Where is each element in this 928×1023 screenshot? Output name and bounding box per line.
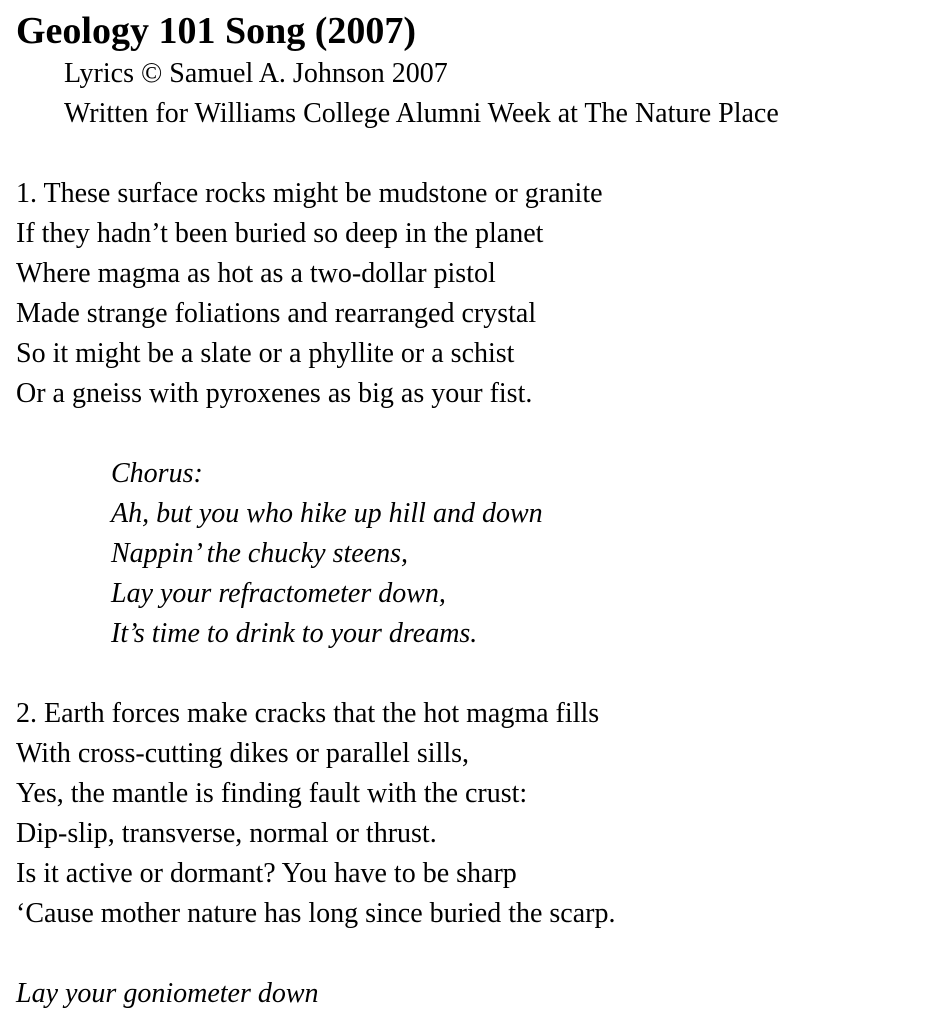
- copyright-line: Lyrics © Samuel A. Johnson 2007: [64, 58, 448, 89]
- verse-1: [16, 174, 916, 414]
- verse-2-line: Is it active or dormant? You have to be sharp: [16, 858, 517, 889]
- verse-2: [16, 694, 916, 934]
- spacer: [16, 414, 916, 454]
- verse-1-line: If they hadn’t been buried so deep in the planet: [16, 218, 544, 249]
- verse-2-line: Dip-slip, transverse, normal or thrust.: [16, 818, 437, 849]
- written-for-line: Written for Williams College Alumni Week at The Nature Place: [64, 98, 779, 129]
- chorus-line: Lay your refractometer down,: [111, 578, 446, 609]
- chorus-line: It’s time to drink to your dreams.: [111, 618, 478, 649]
- chorus-heading: Chorus:: [111, 458, 203, 489]
- verse-1-line: 1. These surface rocks might be mudstone or granite: [16, 178, 603, 209]
- verse-2-line: 2. Earth forces make cracks that the hot magma fills: [16, 698, 600, 729]
- chorus: [16, 454, 916, 654]
- spacer: [16, 934, 916, 974]
- verse-2-line: ‘Cause mother nature has long since buried the scarp.: [16, 898, 616, 929]
- spacer: [16, 654, 916, 694]
- verse-2-line: Yes, the mantle is finding fault with the crust:: [16, 778, 528, 809]
- song-title: Geology 101 Song (2007): [16, 10, 417, 52]
- verse-1-line: Or a gneiss with pyroxenes as big as your fist.: [16, 378, 533, 409]
- song-meta: [16, 54, 916, 134]
- verse-1-line: So it might be a slate or a phyllite or a schist: [16, 338, 515, 369]
- spacer: [16, 134, 916, 174]
- refrain-line: Lay your goniometer down: [16, 978, 319, 1009]
- verse-1-line: Where magma as hot as a two-dollar pistol: [16, 258, 496, 289]
- verse-1-line: Made strange foliations and rearranged crystal: [16, 298, 537, 329]
- chorus-line: Ah, but you who hike up hill and down: [111, 498, 543, 529]
- chorus-line: Nappin’ the chucky steens,: [111, 538, 409, 569]
- refrain: [16, 974, 916, 1014]
- verse-2-line: With cross-cutting dikes or parallel sills,: [16, 738, 470, 769]
- document: [16, 8, 916, 1014]
